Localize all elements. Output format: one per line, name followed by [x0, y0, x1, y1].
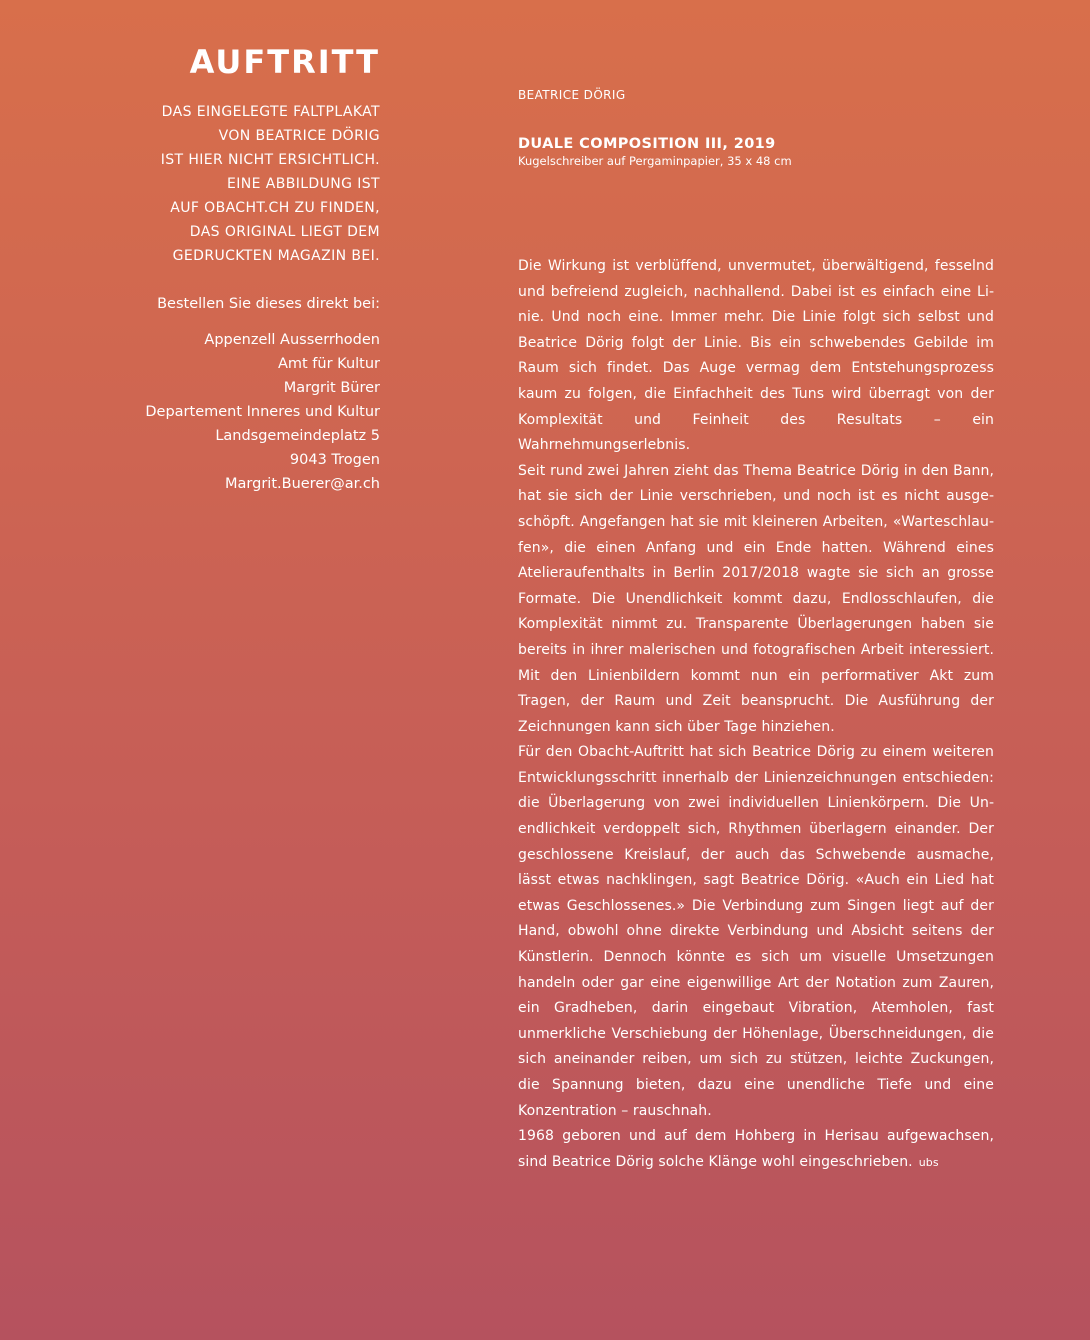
page-title: AUFTRITT	[189, 43, 380, 81]
contact-email: Margrit.Buerer@ar.ch	[225, 476, 380, 492]
article	[518, 86, 994, 1175]
address-line: Landsgemeindeplatz 5	[215, 428, 380, 444]
address-line: Appenzell Ausserrhoden	[204, 332, 380, 348]
contact-address	[130, 328, 380, 496]
article-paragraph: Für den Obacht-Auftritt hat sich Beatrice Dörig zu einem weiteren Entwicklungsschritt innerhalb der Linienzeichnungen entschieden: die Überlagerung von zwei individuellen Linienkörpern. Die Unendlichkeit verdoppelt sich, Rhythmen überlagern einander. Der geschlossene Kreislauf, der auch das Schwebende ausmache, lässt etwas nachklingen, sagt Beatrice Dörig. «Auch ein Lied hat etwas Geschlossenes.» Die Verbindung zum Singen liegt auf der Hand, obwohl ohne direkte Verbindung und Absicht seitens der Künstlerin. Dennoch könnte es sich um visuelle Umsetzungen handeln oder gar eine eigenwillige Art der Notation zum Zauren, ein Gradheben, darin eingebaut Vibration, Atemholen, fast unmerkliche Verschiebung der Höhenlage, Überschneidungen, die sich aneinander reiben, um sich zu stützen, leichte Zuckungen, die Spannung bieten, dazu eine unendliche Tiefe und eine Konzentration – rauschnah.	[518, 744, 994, 1119]
notice-line: DAS EINGELEGTE FALTPLAKAT	[161, 104, 380, 120]
notice-line: VON BEATRICE DÖRIG	[218, 128, 380, 144]
author-signature: ubs	[918, 1155, 939, 1169]
artist-name: BEATRICE DÖRIG	[518, 88, 626, 102]
article-paragraph-last	[518, 1124, 994, 1175]
article-paragraph: Die Wirkung ist verblüffend, unvermutet, überwältigend, fesselnd und befreiend zugleich, nachhallend. Dabei ist es einfach eine Linie. Und noch eine. Immer mehr. Die Linie folgt sich selbst und Beatrice Dörig folgt der Linie. Bis ein schwebendes Gebilde im Raum sich findet. Das Auge vermag dem Entstehungsprozess kaum zu folgen, die Einfachheit des Tuns wird überragt von der Komplexität und Feinheit des Resultats – ein Wahrnehmungserlebnis.	[518, 258, 994, 454]
address-line: 9043 Trogen	[289, 452, 380, 468]
order-label: Bestellen Sie dieses direkt bei:	[157, 296, 380, 312]
address-line: Amt für Kultur	[277, 356, 380, 372]
artwork-meta: Kugelschreiber auf Pergaminpapier, 35 x 48 cm	[518, 154, 792, 168]
article-body	[518, 254, 994, 1175]
notice-line: DAS ORIGINAL LIEGT DEM	[189, 224, 380, 240]
artwork-title: DUALE COMPOSITION III, 2019	[518, 136, 776, 152]
notice-line: EINE ABBILDUNG IST	[226, 176, 380, 192]
notice-line: IST HIER NICHT ERSICHTLICH.	[160, 152, 380, 168]
article-paragraph: Seit rund zwei Jahren zieht das Thema Beatrice Dörig in den Bann, hat sie sich der Linie verschrieben, und noch ist es nicht ausgeschöpft. Angefangen hat sie mit kleineren Arbeiten, «Warteschlaufen», die einen Anfang und ein Ende hatten. Während eines Atelieraufenthalts in Berlin 2017/2018 wagte sie sich an grosse Formate. Die Unendlichkeit kommt dazu, Endlosschlaufen, die Komplexität nimmt zu. Transparente Überlagerungen haben sie bereits in ihrer malerischen und fotografischen Arbeit interessiert. Mit den Linienbildern kommt nun ein performativer Akt zum Tragen, der Raum und Zeit beansprucht. Die Ausführung der Zeichnungen kann sich über Tage hinziehen.	[518, 462, 994, 735]
sidebar-info	[130, 42, 380, 496]
address-line: Margrit Bürer	[283, 380, 380, 396]
address-line: Departement Inneres und Kultur	[145, 404, 380, 420]
notice-line: GEDRUCKTEN MAGAZIN BEI.	[172, 248, 380, 264]
article-paragraph-text: 1968 geboren und auf dem Hohberg in Herisau aufgewachsen, sind Beatrice Dörig solche Klänge wohl eingeschrieben.	[518, 1128, 994, 1170]
notice-line: AUF OBACHT.CH ZU FINDEN,	[170, 200, 380, 216]
foldout-poster-notice	[130, 100, 380, 268]
